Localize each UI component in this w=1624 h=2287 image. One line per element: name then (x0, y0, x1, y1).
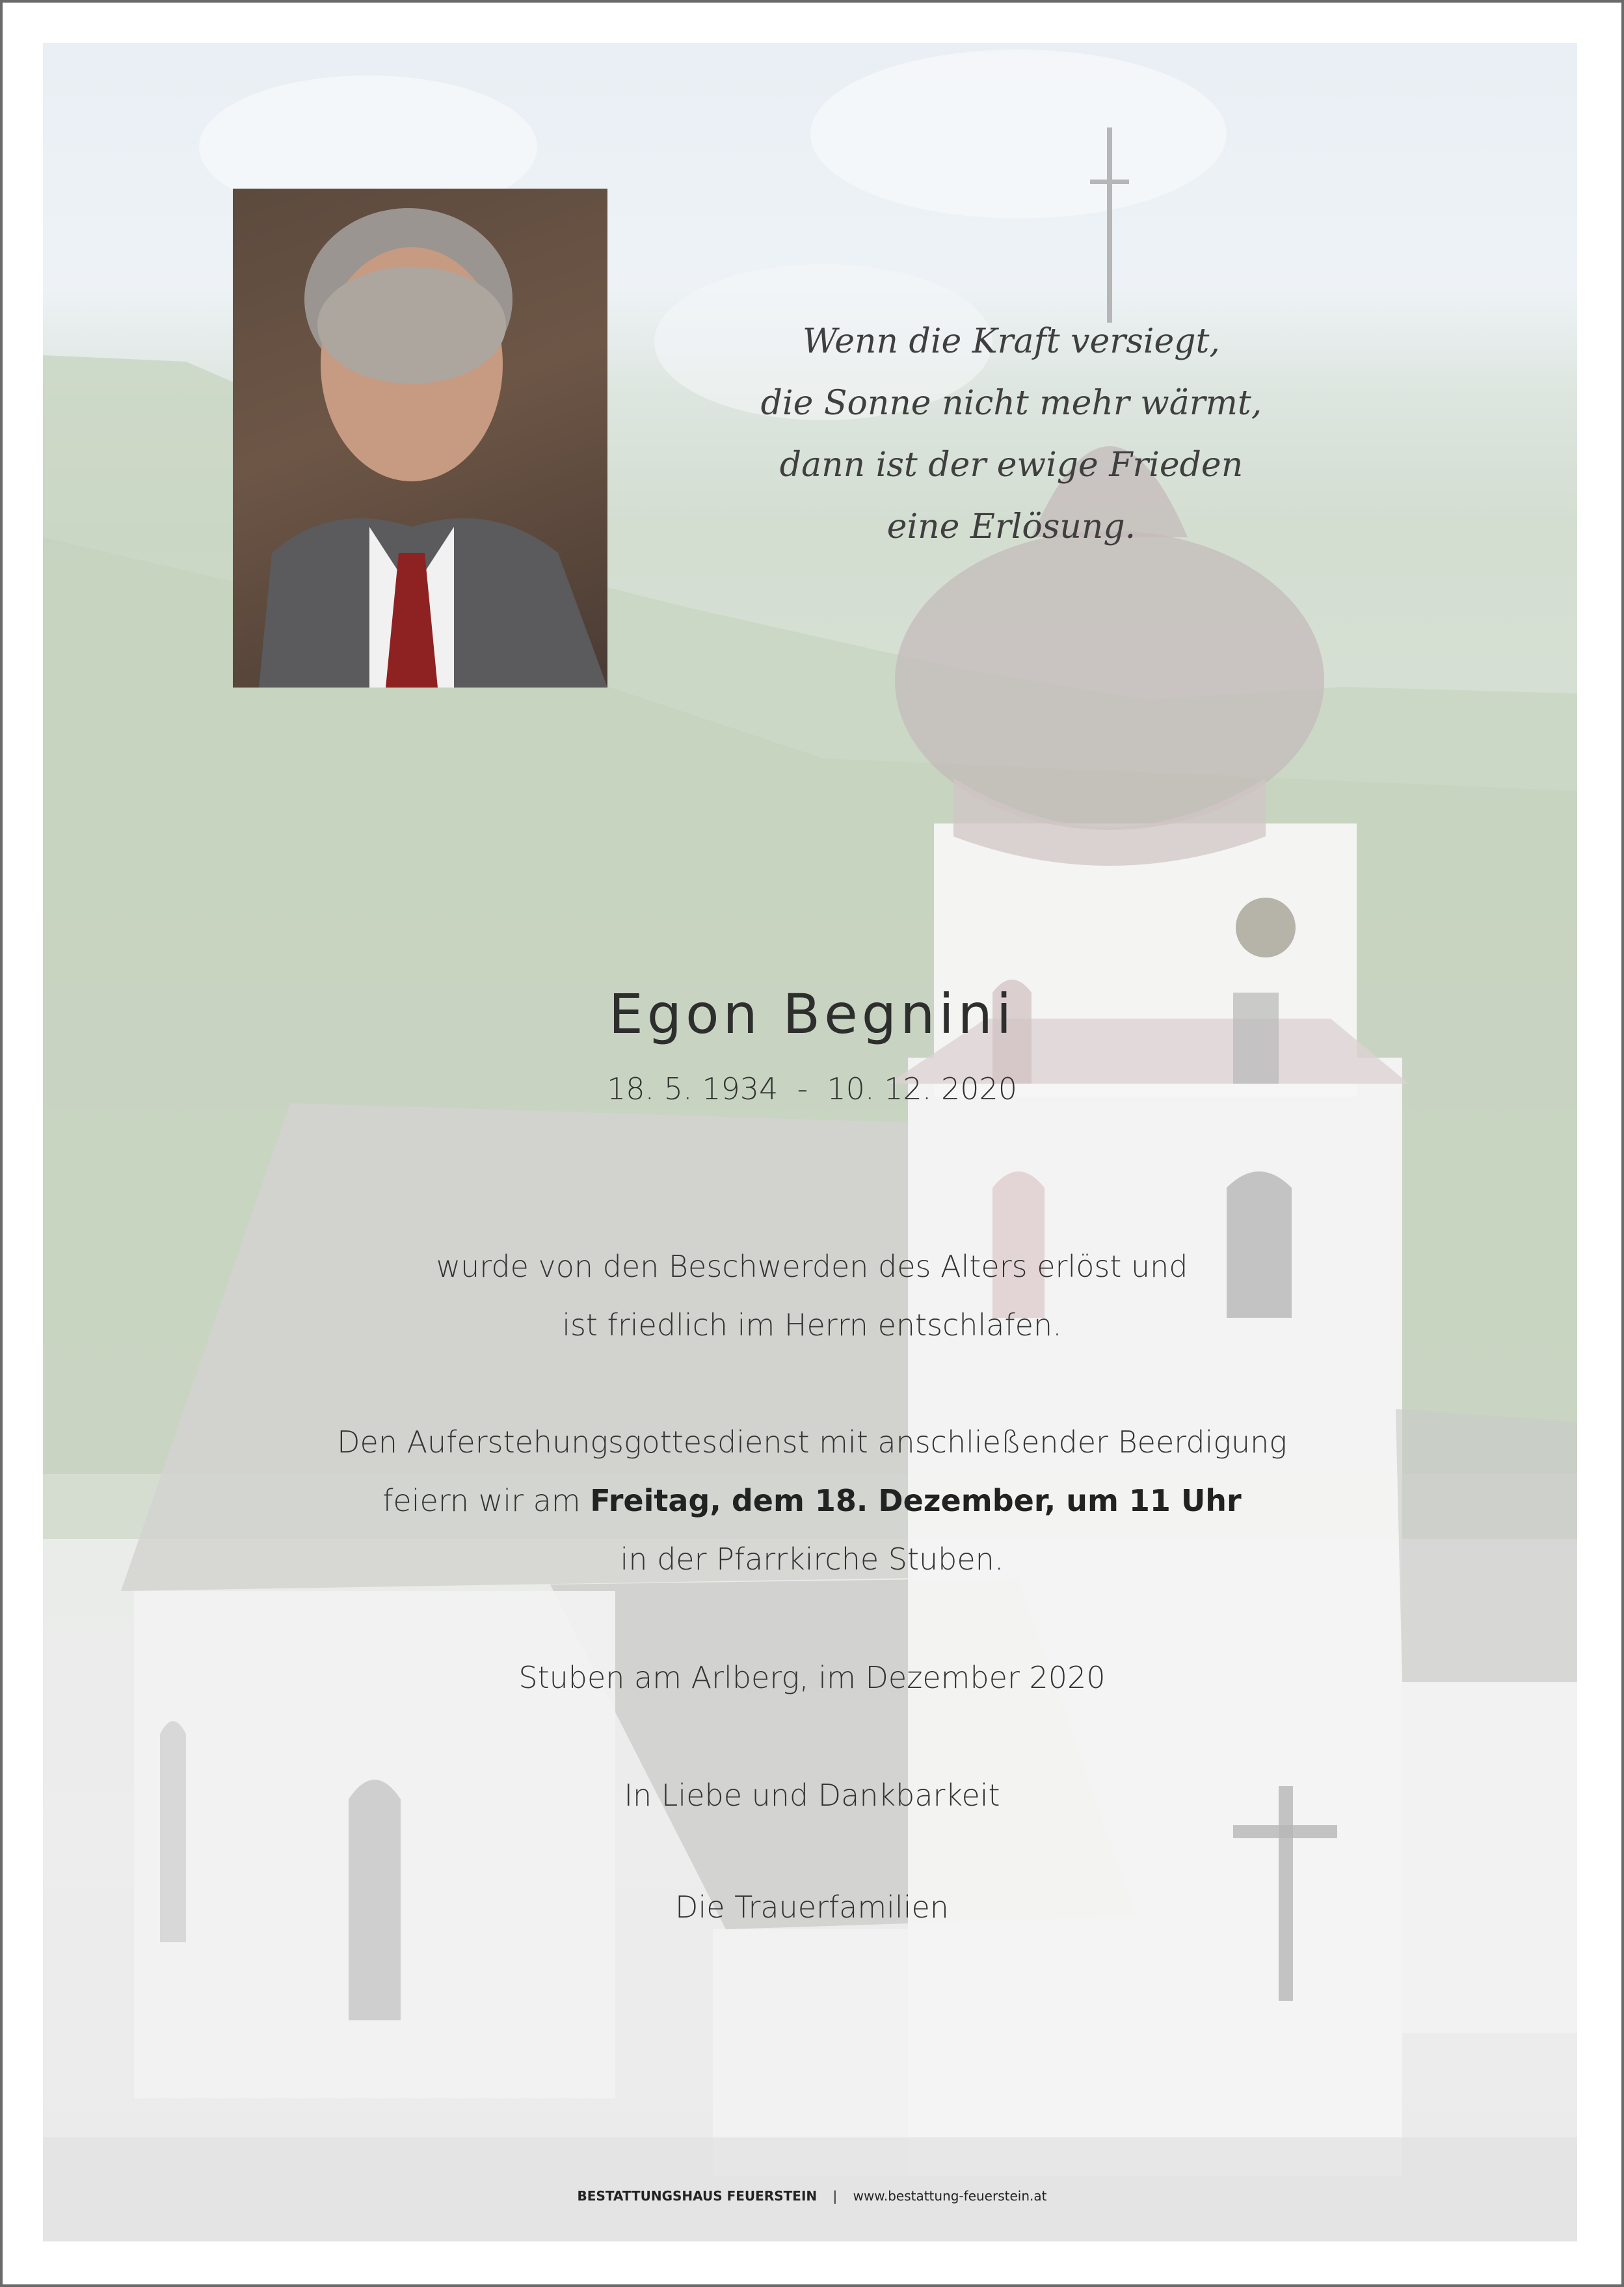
portrait-photo (233, 189, 607, 688)
deceased-name: Egon Begnini (608, 982, 1016, 1046)
life-dates: 18. 5. 1934 - 10. 12. 2020 (606, 1071, 1018, 1106)
signature: Die Trauerfamilien (675, 1890, 949, 1925)
quote-line-1: Wenn die Kraft versiegt, (803, 322, 1220, 361)
funeral-home-name: BESTATTUNGSHAUS FEUERSTEIN (577, 2188, 818, 2204)
quote-line-3: dann ist der ewige Frieden (779, 446, 1244, 485)
service-line-2 (0, 1483, 1624, 1518)
service-line-1: Den Auferstehungsgottesdienst mit anschließender Beerdigung (337, 1424, 1287, 1460)
footer (0, 2188, 1624, 2204)
service-line-3: in der Pfarrkirche Stuben. (620, 1542, 1004, 1577)
text-line-2: ist friedlich im Herrn entschlafen. (562, 1307, 1062, 1343)
closing-words: In Liebe und Dankbarkeit (624, 1778, 1000, 1813)
service-date-time: Freitag, dem 18. Dezember, um 11 Uhr (590, 1483, 1242, 1518)
footer-separator: | (832, 2188, 838, 2204)
quote-line-2: die Sonne nicht mehr wärmt, (760, 384, 1262, 423)
place-date: Stuben am Arlberg, im Dezember 2020 (518, 1660, 1106, 1695)
text-line-1: wurde von den Beschwerden des Alters erlöst und (436, 1249, 1188, 1284)
funeral-home-website[interactable]: www.bestattung-feuerstein.at (853, 2188, 1047, 2204)
quote-line-4: eine Erlösung. (886, 507, 1136, 546)
service-line-2-prefix: feiern wir am (382, 1483, 581, 1518)
